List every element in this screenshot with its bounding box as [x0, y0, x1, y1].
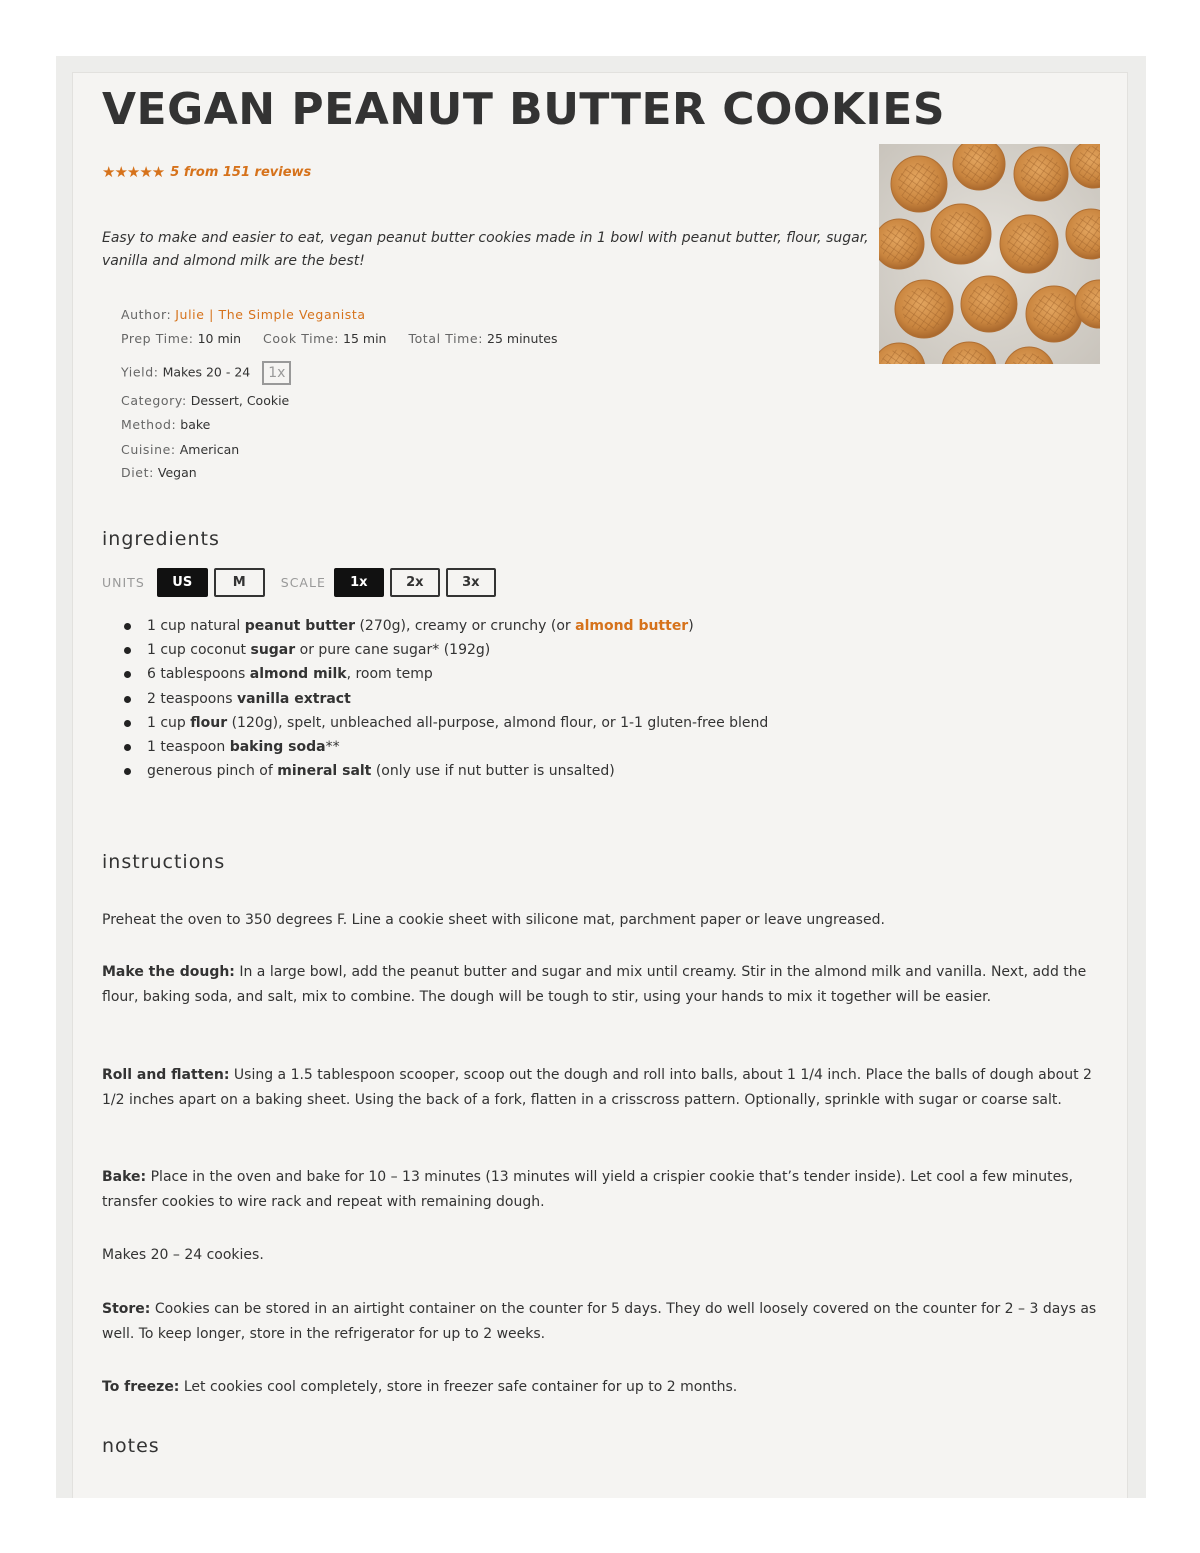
- cookie-fork-pattern: [1033, 293, 1075, 335]
- total-label: Total Time:: [408, 331, 484, 346]
- instruction-step: Roll and flatten: Using a 1.5 tablespoon scooper, scoop out the dough and roll into balls, about 1 1/4 inch. Place the balls of dough about 2 1/2 inches apart on a baking sheet. Using the back of a fork, flatten in a crisscross pattern. Optionally, sprinkle with sugar or coarse salt.: [102, 1067, 1092, 1108]
- ingredients-list: [102, 614, 768, 783]
- yield-scale-button[interactable]: 1x: [262, 361, 291, 385]
- list-item: 1 cup coconut sugar or pure cane sugar* (192g): [102, 638, 768, 662]
- diet-label: Diet:: [121, 465, 154, 480]
- meta-times: [121, 331, 558, 346]
- cookie-fork-pattern: [939, 212, 984, 257]
- meta-category: [121, 393, 289, 408]
- units-metric-button[interactable]: M: [214, 568, 265, 597]
- author-label: Author:: [121, 307, 172, 322]
- yield-label: Yield:: [121, 364, 159, 380]
- category-label: Category:: [121, 393, 187, 408]
- diet-value: Vegan: [157, 465, 197, 480]
- list-item: 1 teaspoon baking soda**: [102, 735, 768, 759]
- instructions-heading: instructions: [102, 851, 226, 873]
- cookie-fork-pattern: [898, 163, 940, 205]
- meta-author: [121, 307, 366, 322]
- instruction-step: Store: Cookies can be stored in an airtight container on the counter for 5 days. They do well loosely covered on the counter for 2 – 3 days as well. To keep longer, store in the refrigerator for up to 2 weeks.: [102, 1301, 1097, 1342]
- prep-label: Prep Time:: [121, 331, 194, 346]
- list-item: 2 teaspoons vanilla extract: [102, 687, 768, 711]
- scale-3x-button[interactable]: 3x: [446, 568, 496, 597]
- cookie-fork-pattern: [960, 145, 999, 184]
- method-label: Method:: [121, 417, 177, 432]
- scale-label: SCALE: [280, 575, 326, 590]
- recipe-summary: Easy to make and easier to eat, vegan peanut butter cookies made in 1 bowl with peanut butter, flour, sugar, vanilla and almond milk are the best!: [102, 230, 869, 269]
- cook-label: Cook Time:: [263, 331, 340, 346]
- recipe-photo: [879, 144, 1100, 364]
- instruction-step: To freeze: Let cookies cool completely, store in freezer safe container for up to 2 months.: [102, 1379, 738, 1395]
- scale-1x-button[interactable]: 1x: [334, 568, 384, 597]
- list-item: 1 cup natural peanut butter (270g), creamy or crunchy (or almond butter): [102, 614, 768, 638]
- units-us-button[interactable]: US: [157, 568, 208, 597]
- author-link[interactable]: Julie | The Simple Veganista: [175, 307, 366, 322]
- instruction-step: Preheat the oven to 350 degrees F. Line a cookie sheet with silicone mat, parchment paper or leave ungreased.: [102, 912, 885, 928]
- rating-text[interactable]: 5 from 151 reviews: [170, 164, 312, 180]
- instruction-step: Make the dough: In a large bowl, add the peanut butter and sugar and mix until creamy. Stir in the almond milk and vanilla. Next, add the flour, baking soda, and salt, mix to combine. The dough will be tough to stir, using your hands to mix it together will be easier.: [102, 964, 1087, 1005]
- cookie-fork-pattern: [880, 225, 918, 263]
- list-item: generous pinch of mineral salt (only use if nut butter is unsalted): [102, 759, 768, 783]
- rating[interactable]: [102, 163, 311, 181]
- meta-diet: [121, 465, 197, 480]
- cookie-fork-pattern: [902, 287, 946, 331]
- star-rating-icon: ★★★★★: [102, 163, 165, 181]
- cuisine-label: Cuisine:: [121, 442, 176, 457]
- category-value: Dessert, Cookie: [190, 393, 290, 408]
- instruction-step: Makes 20 – 24 cookies.: [102, 1247, 264, 1263]
- instruction-step: Bake: Place in the oven and bake for 10 – 13 minutes (13 minutes will yield a crispier cookie that’s tender inside). Let cool a few minutes, transfer cookies to wire rack and repeat with remaining dough.: [102, 1169, 1073, 1210]
- prep-value: 10 min: [197, 331, 242, 346]
- meta-method: [121, 417, 210, 432]
- list-item: 1 cup flour (120g), spelt, unbleached all-purpose, almond flour, or 1-1 gluten-free blend: [102, 711, 768, 735]
- cookie-fork-pattern: [1007, 222, 1051, 266]
- method-value: bake: [180, 417, 211, 432]
- cookie-fork-pattern: [1021, 154, 1062, 195]
- cookies-image: [879, 144, 1100, 364]
- cuisine-value: American: [179, 442, 240, 457]
- cook-value: 15 min: [343, 331, 387, 346]
- notes-heading: notes: [102, 1435, 160, 1457]
- recipe-title: VEGAN PEANUT BUTTER COOKIES: [102, 84, 946, 135]
- ingredient-controls: [102, 568, 502, 597]
- ingredients-heading: ingredients: [102, 528, 220, 550]
- scale-2x-button[interactable]: 2x: [390, 568, 440, 597]
- almond-butter-link[interactable]: almond butter: [575, 618, 689, 634]
- cookie-fork-pattern: [968, 283, 1010, 325]
- meta-cuisine: [121, 442, 239, 457]
- units-label: UNITS: [102, 575, 145, 590]
- yield-value: Makes 20 - 24: [162, 364, 251, 380]
- list-item: 6 tablespoons almond milk, room temp: [102, 662, 768, 686]
- meta-yield: [121, 361, 291, 385]
- total-value: 25 minutes: [487, 331, 558, 346]
